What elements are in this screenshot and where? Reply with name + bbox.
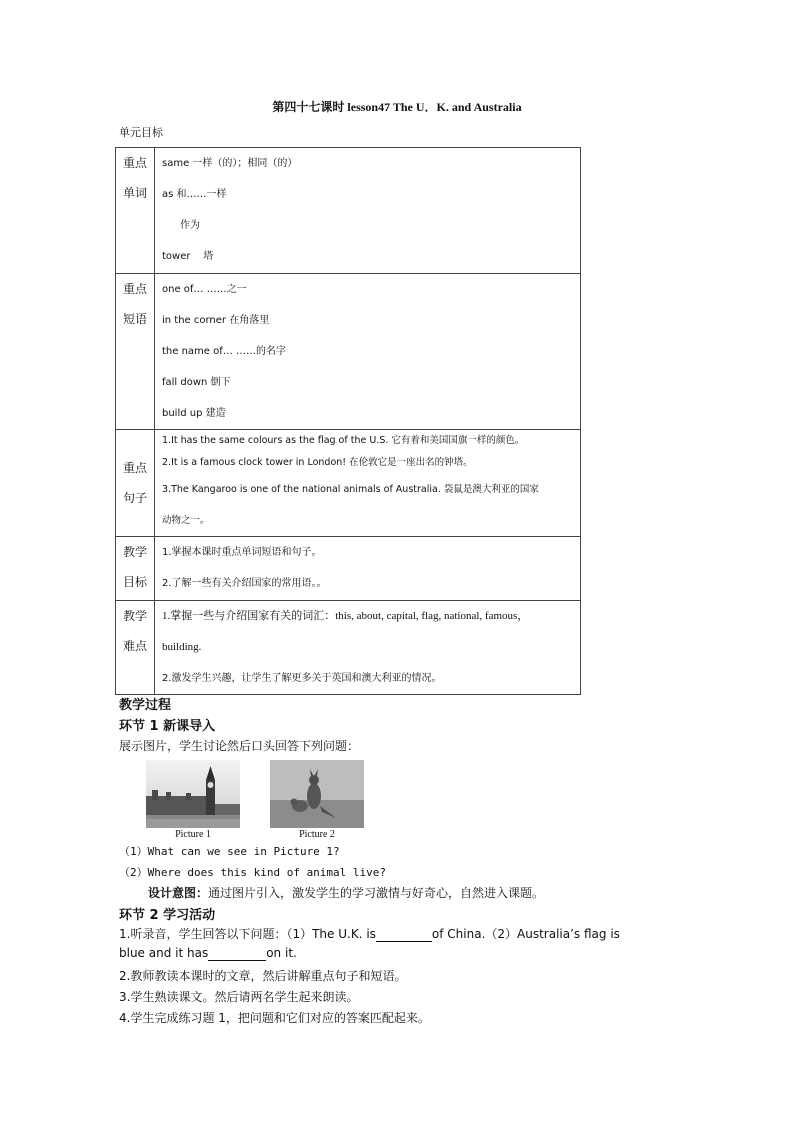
row-label: 重点 单词 — [116, 148, 155, 274]
big-ben-image — [146, 760, 240, 828]
picture1-caption: Picture 1 — [175, 829, 211, 840]
table-row — [116, 430, 581, 537]
row-label: 教学 目标 — [116, 537, 155, 601]
table-row — [116, 537, 581, 601]
row-content: 1.掌握本课时重点单词短语和句子。 2.了解一些有关介绍国家的常用语。。 — [155, 537, 581, 601]
row-label: 重点 句子 — [116, 430, 155, 537]
row-content: same 一样（的）；相同（的） as 和……一样 作为 tower 塔 — [155, 148, 581, 274]
goals-table — [115, 147, 581, 695]
unit-goal-label: 单元目标 — [119, 126, 163, 139]
page-title: 第四十七课时 lesson47 The U．K. and Australia — [272, 100, 522, 114]
answer-blank — [208, 946, 266, 961]
kangaroo-image — [270, 760, 364, 828]
question-1: （1）What can we see in Picture 1? — [119, 845, 340, 858]
activity-1-line1: 1.听录音，学生回答以下问题：（1）The U.K. is of China.（2）Australia’s flag is — [119, 927, 620, 941]
table-row — [116, 148, 581, 274]
row-label: 重点 短语 — [116, 274, 155, 430]
row-content: one of… ……之一 in the corner 在角落里 the name of… ……的名字 fall down 倒下 build up 建造 — [155, 274, 581, 430]
table-row — [116, 274, 581, 430]
activity-1-line2: blue and it has on it. — [119, 946, 297, 960]
design-intent — [148, 884, 544, 901]
picture2-caption: Picture 2 — [299, 829, 335, 840]
activity-3: 3.学生熟读课文。然后请两名学生起来朗读。 — [119, 990, 359, 1004]
row-content: 1.It has the same colours as the flag of the U.S. 它有着和美国国旗一样的颜色。 2.It is a famous clock tower in London! 在伦敦它是一座出名的钟塔。 3.The Kangaroo is one of the national animals of Australia. 袋鼠是澳大利亚的国家 动物之一。 — [155, 430, 581, 537]
row-content: 1.掌握一些与介绍国家有关的词汇：this, about, capital, flag, national, famous， building. 2.激发学生兴趣，让学生了解更多关于英国和澳大利亚的情况。 — [155, 601, 581, 695]
design-intent-label: 设计意图： — [148, 886, 209, 900]
activity-4: 4.学生完成练习题 1，把问题和它们对应的答案匹配起来。 — [119, 1011, 430, 1025]
activity-2: 2.教师教读本课时的文章，然后讲解重点句子和短语。 — [119, 969, 407, 983]
process-heading: 教学过程 — [119, 698, 172, 713]
step2-heading: 环节 2 学习活动 — [119, 908, 216, 923]
step1-intro: 展示图片，学生讨论然后口头回答下列问题： — [119, 739, 360, 753]
question-2: （2）Where does this kind of animal live? — [119, 866, 387, 879]
answer-blank — [376, 927, 432, 942]
table-row — [116, 601, 581, 695]
design-intent-text: 通过图片引入，激发学生的学习激情与好奇心，自然进入课题。 — [208, 886, 545, 900]
row-label: 教学 难点 — [116, 601, 155, 695]
step1-heading: 环节 1 新课导入 — [119, 719, 216, 734]
